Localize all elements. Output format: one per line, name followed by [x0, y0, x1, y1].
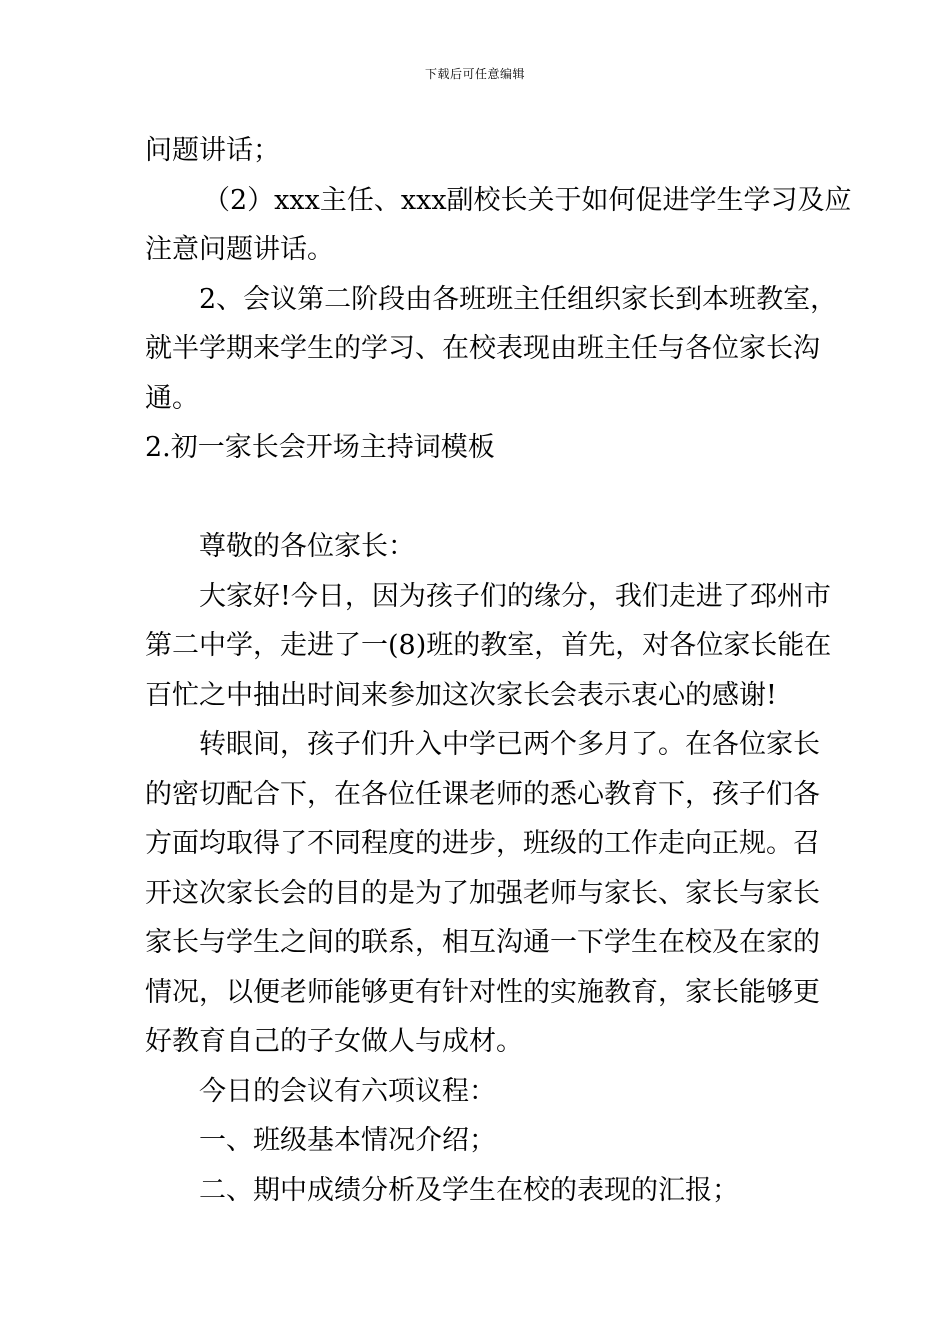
paragraph-line: 就半学期来学生的学习、在校表现由班主任与各位家长沟 — [145, 333, 820, 364]
paragraph-line: 家长与学生之间的联系，相互沟通一下学生在校及在家的 — [145, 927, 820, 958]
paragraph-line: 大家好!今日，因为孩子们的缘分，我们走进了邳州市 — [199, 580, 831, 612]
blank-line — [145, 473, 810, 523]
paragraph-line: 方面均取得了不同程度的进步，班级的工作走向正规。召 — [145, 828, 820, 859]
salutation: 尊敬的各位家长： — [199, 531, 415, 562]
paragraph-line: 今日的会议有六项议程： — [199, 1075, 496, 1107]
paragraph-line: 第二中学，走进了一(8)班的教室，首先，对各位家长能在 — [145, 630, 832, 661]
paragraph-line: 转眼间，孩子们升入中学已两个多月了。在各位家长 — [199, 729, 820, 760]
paragraph-line: 问题讲话； — [145, 135, 280, 166]
page-header: 下载后可任意编辑 — [424, 67, 525, 81]
paragraph-line: 2、会议第二阶段由各班班主任组织家长到本班教室， — [199, 283, 838, 315]
paragraph-line: 情况，以便老师能够更有针对性的实施教育，家长能够更 — [145, 976, 820, 1008]
paragraph-line: 通。 — [145, 382, 199, 414]
paragraph-line: 开这次家长会的目的是为了加强老师与家长、家长与家长 — [145, 877, 820, 909]
paragraph-line: 好教育自己的子女做人与成材。 — [145, 1026, 523, 1057]
paragraph-line: （2）xxx主任、xxx副校长关于如何促进学生学习及应 — [203, 184, 852, 216]
document-body — [145, 126, 852, 1215]
paragraph-line: 注意问题讲话。 — [145, 234, 334, 265]
paragraph-line: 百忙之中抽出时间来参加这次家长会表示衷心的感谢! — [145, 679, 777, 711]
paragraph-line: 的密切配合下，在各位任课老师的悉心教育下，孩子们各 — [145, 778, 820, 810]
agenda-item: 一、班级基本情况介绍； — [199, 1125, 496, 1156]
section-heading: 2.初一家长会开场主持词模板 — [145, 432, 495, 463]
agenda-item: 二、期中成绩分析及学生在校的表现的汇报； — [199, 1174, 739, 1206]
